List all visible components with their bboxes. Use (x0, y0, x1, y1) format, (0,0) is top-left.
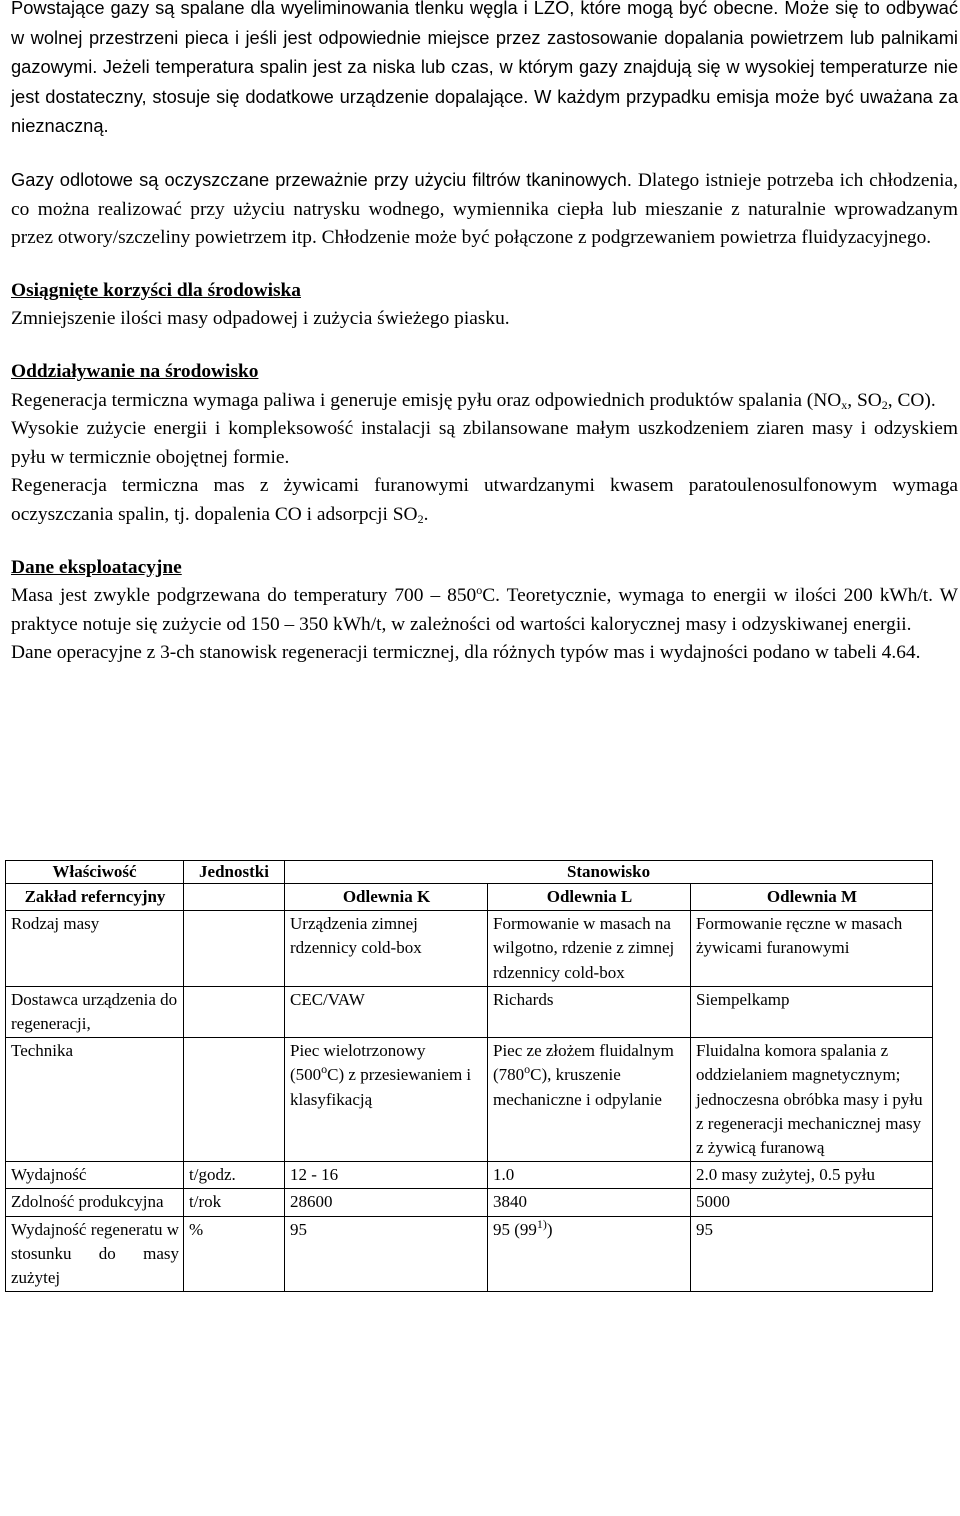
cell-reference-label: Zakład referncyjny (6, 884, 184, 911)
impact-p3-sub: 2 (417, 511, 424, 526)
technique-k-text: Piec wielotrzonowy (500 (290, 1041, 426, 1085)
technique-k-rest: C) z przesiewaniem i klasyfikacją (290, 1065, 472, 1109)
yield-l-footnote: 1) (536, 1216, 547, 1231)
operational-p1-degree: o (476, 583, 483, 598)
column-foundry-k: Odlewnia K (285, 884, 488, 911)
impact-p1-end: , CO). (887, 389, 936, 411)
technique-k-degree: o (321, 1062, 328, 1077)
table-row (6, 911, 933, 987)
impact-p1-sub-2: 2 (881, 397, 888, 412)
operational-p1-rest: C. Teoretycznie, wymaga to energii w ilości 200 kWh/t. W praktyce notuje się zużycie od 150 – 350 kWh/t, w zależności od wartości kalorycznej masy i odzyskiwanej energii. (11, 585, 958, 635)
cell-throughput-l: 1.0 (488, 1162, 691, 1189)
cell-throughput-m: 2.0 masy zużytej, 0.5 pyłu (691, 1162, 933, 1189)
intro-paragraph-2 (11, 166, 958, 253)
cell-yield-l (488, 1216, 691, 1292)
header-units: Jednostki (184, 861, 285, 884)
impact-p1-sub-x: x (841, 397, 848, 412)
impact-p3-text: Regeneracja termiczna mas z żywicami furanowymi utwardzanymi kwasem paratoulenosulfonowym wymaga oczyszczania spalin, tj. dopalenia CO i adsorpcji SO (11, 475, 958, 525)
table-row (6, 1216, 933, 1292)
document-page (11, 0, 958, 668)
cell-technique-l (488, 1038, 691, 1162)
cell-mass-type-unit (184, 911, 285, 987)
cell-yield-label: Wydajność regeneratu w stosunku do masy zużytej (6, 1216, 184, 1292)
benefits-text: Zmniejszenie ilości masy odpadowej i zużycia świeżego piasku. (11, 308, 510, 330)
cell-technique-unit (184, 1038, 285, 1162)
table-row (6, 986, 933, 1037)
intro-paragraph-2a: Gazy odlotowe są oczyszczane przeważnie przy użyciu filtrów tkaninowych. (11, 168, 632, 190)
intro-paragraph-1 (11, 0, 958, 142)
cell-throughput-label: Wydajność (6, 1162, 184, 1189)
impact-paragraph-1 (11, 387, 958, 416)
cell-supplier-unit (184, 986, 285, 1037)
header-property: Właściwość (6, 861, 184, 884)
cell-supplier-k: CEC/VAW (285, 986, 488, 1037)
header-station: Stanowisko (285, 861, 933, 884)
column-foundry-m: Odlewnia M (691, 884, 933, 911)
operational-p1-text: Masa jest zwykle podgrzewana do temperatury 700 – 850 (11, 585, 477, 607)
cell-capacity-k: 28600 (285, 1189, 488, 1216)
intro-paragraph-2b: Dlatego istnieje potrzeba ich chłodzenia, co można realizować przy użyciu natrysku wodnego, wymiennika ciepła lub mieszanie z naturalnie wprowadzanym przez otwory/szczeliny powietrzem itp. Chłodzenie może być połączone z podgrzewaniem powietrza fluidyzacyjnego. (11, 169, 958, 249)
cell-capacity-l: 3840 (488, 1189, 691, 1216)
operational-paragraph-1 (11, 582, 958, 639)
impact-paragraph-3 (11, 472, 958, 529)
intro-paragraph-1a: Powstające gazy są spalane dla wyeliminowania tlenku węgla i LZO, które mogą być obecne. Może się to odbywać w wolnej przestrzeni pieca i jeśli jest odpowiednie miejsce przez zastosowanie dopalania powietrzem lub palnikami gazowymi. (11, 0, 958, 78)
intro-paragraph-1b: Jeżeli temperatura spalin jest za niska lub czas, w którym gazy znajdują się w wysokiej temperaturze nie jest dostateczny, stosuje się dodatkowe urządzenie dopalające. W każdym przypadku emisja może być uważana za nieznaczną. (11, 56, 958, 137)
technique-l-degree: o (524, 1062, 531, 1077)
cell-technique-k (285, 1038, 488, 1162)
yield-l-close: ) (546, 1219, 553, 1239)
cell-capacity-label: Zdolność produkcyjna (6, 1189, 184, 1216)
cell-throughput-unit: t/godz. (184, 1162, 285, 1189)
section-heading-operational-data: Dane eksploatacyjne (11, 556, 182, 578)
table-row (6, 1189, 933, 1216)
section-heading-impact: Oddziaływanie na środowisko (11, 360, 259, 382)
cell-reference-unit (184, 884, 285, 911)
cell-technique-m: Fluidalna komora spalania z oddzielaniem magnetycznym; jednoczesna obróbka masy i pyłu z regeneracji mechanicznej masy z żywicą furanową (691, 1038, 933, 1162)
technique-l-text: Piec ze złożem fluidalnym (780 (493, 1041, 674, 1085)
regeneration-data-table (5, 860, 933, 1292)
impact-paragraph-2: Wysokie zużycie energii i kompleksowość instalacji są zbilansowane małym uszkodzeniem ziaren masy i odzyskiem pyłu w termicznie obojętnej formie. (11, 418, 958, 468)
cell-supplier-label: Dostawca urządzenia do regeneracji, (6, 986, 184, 1037)
cell-supplier-l: Richards (488, 986, 691, 1037)
cell-mass-type-k: Urządzenia zimnej rdzennicy cold-box (285, 911, 488, 987)
cell-capacity-m: 5000 (691, 1189, 933, 1216)
cell-capacity-unit: t/rok (184, 1189, 285, 1216)
cell-mass-type-l: Formowanie w masach na wilgotno, rdzenie z zimnej rdzennicy cold-box (488, 911, 691, 987)
table-row-reference (6, 884, 933, 911)
cell-throughput-k: 12 - 16 (285, 1162, 488, 1189)
cell-yield-k: 95 (285, 1216, 488, 1292)
impact-p3-end: . (423, 503, 429, 525)
table-row (6, 1162, 933, 1189)
cell-supplier-m: Siempelkamp (691, 986, 933, 1037)
cell-technique-label: Technika (6, 1038, 184, 1162)
impact-p1-mid: , SO (847, 389, 882, 411)
column-foundry-l: Odlewnia L (488, 884, 691, 911)
table-header-row (6, 861, 933, 884)
technique-l-rest: C), kruszenie mechaniczne i odpylanie (493, 1065, 662, 1109)
table-row (6, 1038, 933, 1162)
impact-p1-text: Regeneracja termiczna wymaga paliwa i generuje emisję pyłu oraz odpowiednich produktów spalania (NO (11, 389, 842, 411)
cell-mass-type-m: Formowanie ręczne w masach żywicami furanowymi (691, 911, 933, 987)
cell-yield-unit: % (184, 1216, 285, 1292)
cell-yield-m: 95 (691, 1216, 933, 1292)
section-heading-benefits: Osiągnięte korzyści dla środowiska (11, 279, 301, 301)
cell-mass-type-label: Rodzaj masy (6, 911, 184, 987)
operational-paragraph-2: Dane operacyjne z 3-ch stanowisk regeneracji termicznej, dla różnych typów mas i wydajności podano w tabeli 4.64. (11, 642, 921, 664)
yield-l-text: 95 (99 (493, 1219, 537, 1239)
